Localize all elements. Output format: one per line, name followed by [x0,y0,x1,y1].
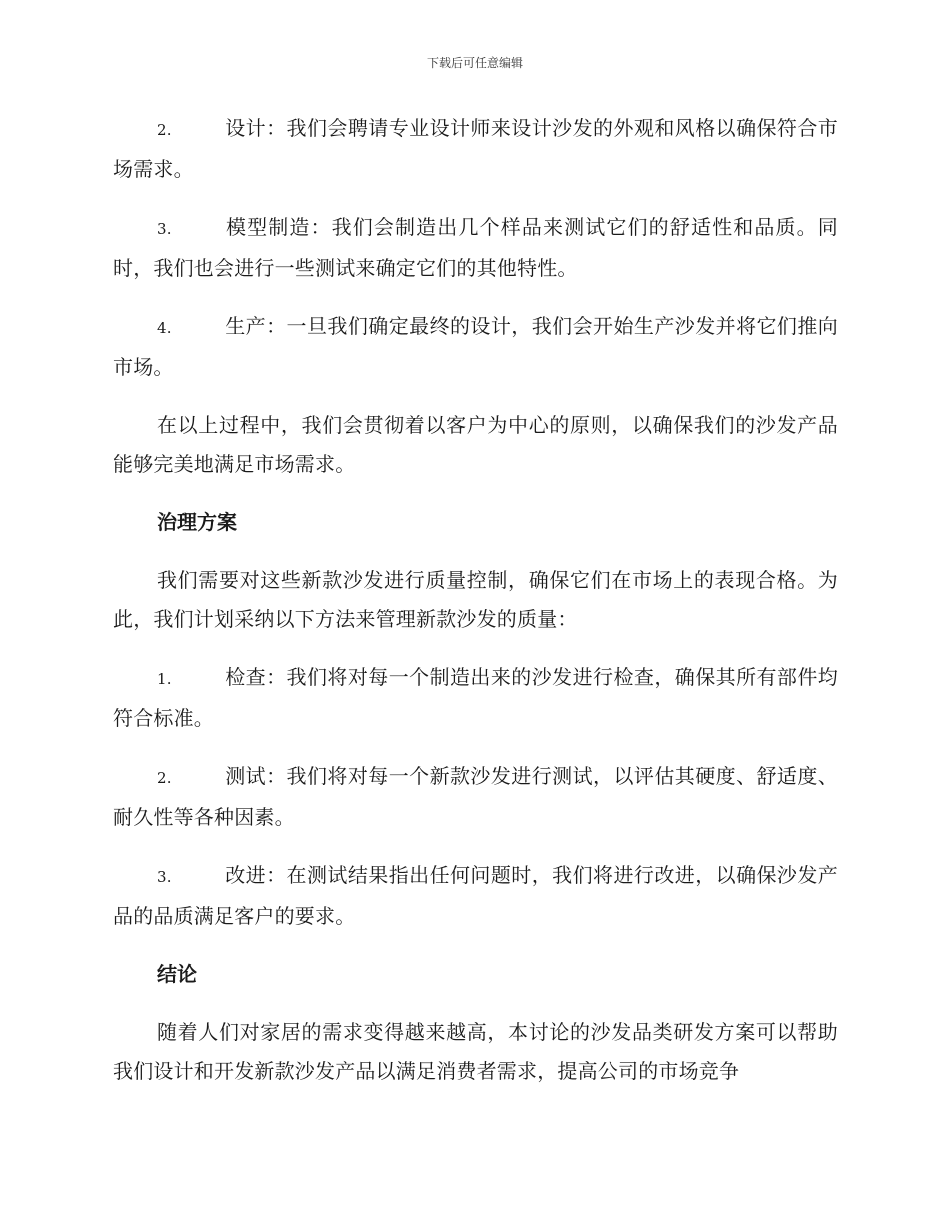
list-text: 设计：我们会聘请专业设计师来设计沙发的外观和风格以确保符合市场需求。 [113,116,838,181]
list-text: 生产：一旦我们确定最终的设计，我们会开始生产沙发并将它们推向市场。 [113,314,838,379]
list-text: 检查：我们将对每一个制造出来的沙发进行检查，确保其所有部件均符合标准。 [113,665,838,730]
page-header-note: 下载后可任意编辑 [426,56,523,70]
list-number: 2. [157,769,172,787]
list-text: 模型制造：我们会制造出几个样品来测试它们的舒适性和品质。同时，我们也会进行一些测试来确定它们的其他特性。 [113,215,838,280]
list-number: 3. [157,868,172,886]
list-number: 1. [157,670,172,688]
list-item-inspection [113,658,838,738]
paragraph-conclusion: 随着人们对家居的需求变得越来越高，本讨论的沙发品类研发方案可以帮助我们设计和开发新款沙发产品以满足消费者需求，提高公司的市场竞争 [113,1020,838,1083]
list-item-improvement [113,856,838,936]
document-body [113,109,838,1110]
list-item-production [113,307,838,387]
list-text: 测试：我们将对每一个新款沙发进行测试，以评估其硬度、舒适度、耐久性等各种因素。 [113,764,838,829]
list-item-testing [113,757,838,837]
section-heading-governance: 治理方案 [157,510,237,534]
list-number: 3. [157,220,172,238]
paragraph-customer-centric: 在以上过程中，我们会贯彻着以客户为中心的原则，以确保我们的沙发产品能够完美地满足市场需求。 [113,413,838,476]
list-text: 改进：在测试结果指出任何问题时，我们将进行改进，以确保沙发产品的品质满足客户的要求。 [113,863,838,928]
list-item-prototype [113,208,838,288]
paragraph-quality-control: 我们需要对这些新款沙发进行质量控制，确保它们在市场上的表现合格。为此，我们计划采纳以下方法来管理新款沙发的质量： [113,568,838,631]
list-item-design [113,109,838,189]
list-number: 4. [157,319,172,337]
section-heading-conclusion: 结论 [157,962,197,986]
list-number: 2. [157,121,172,139]
